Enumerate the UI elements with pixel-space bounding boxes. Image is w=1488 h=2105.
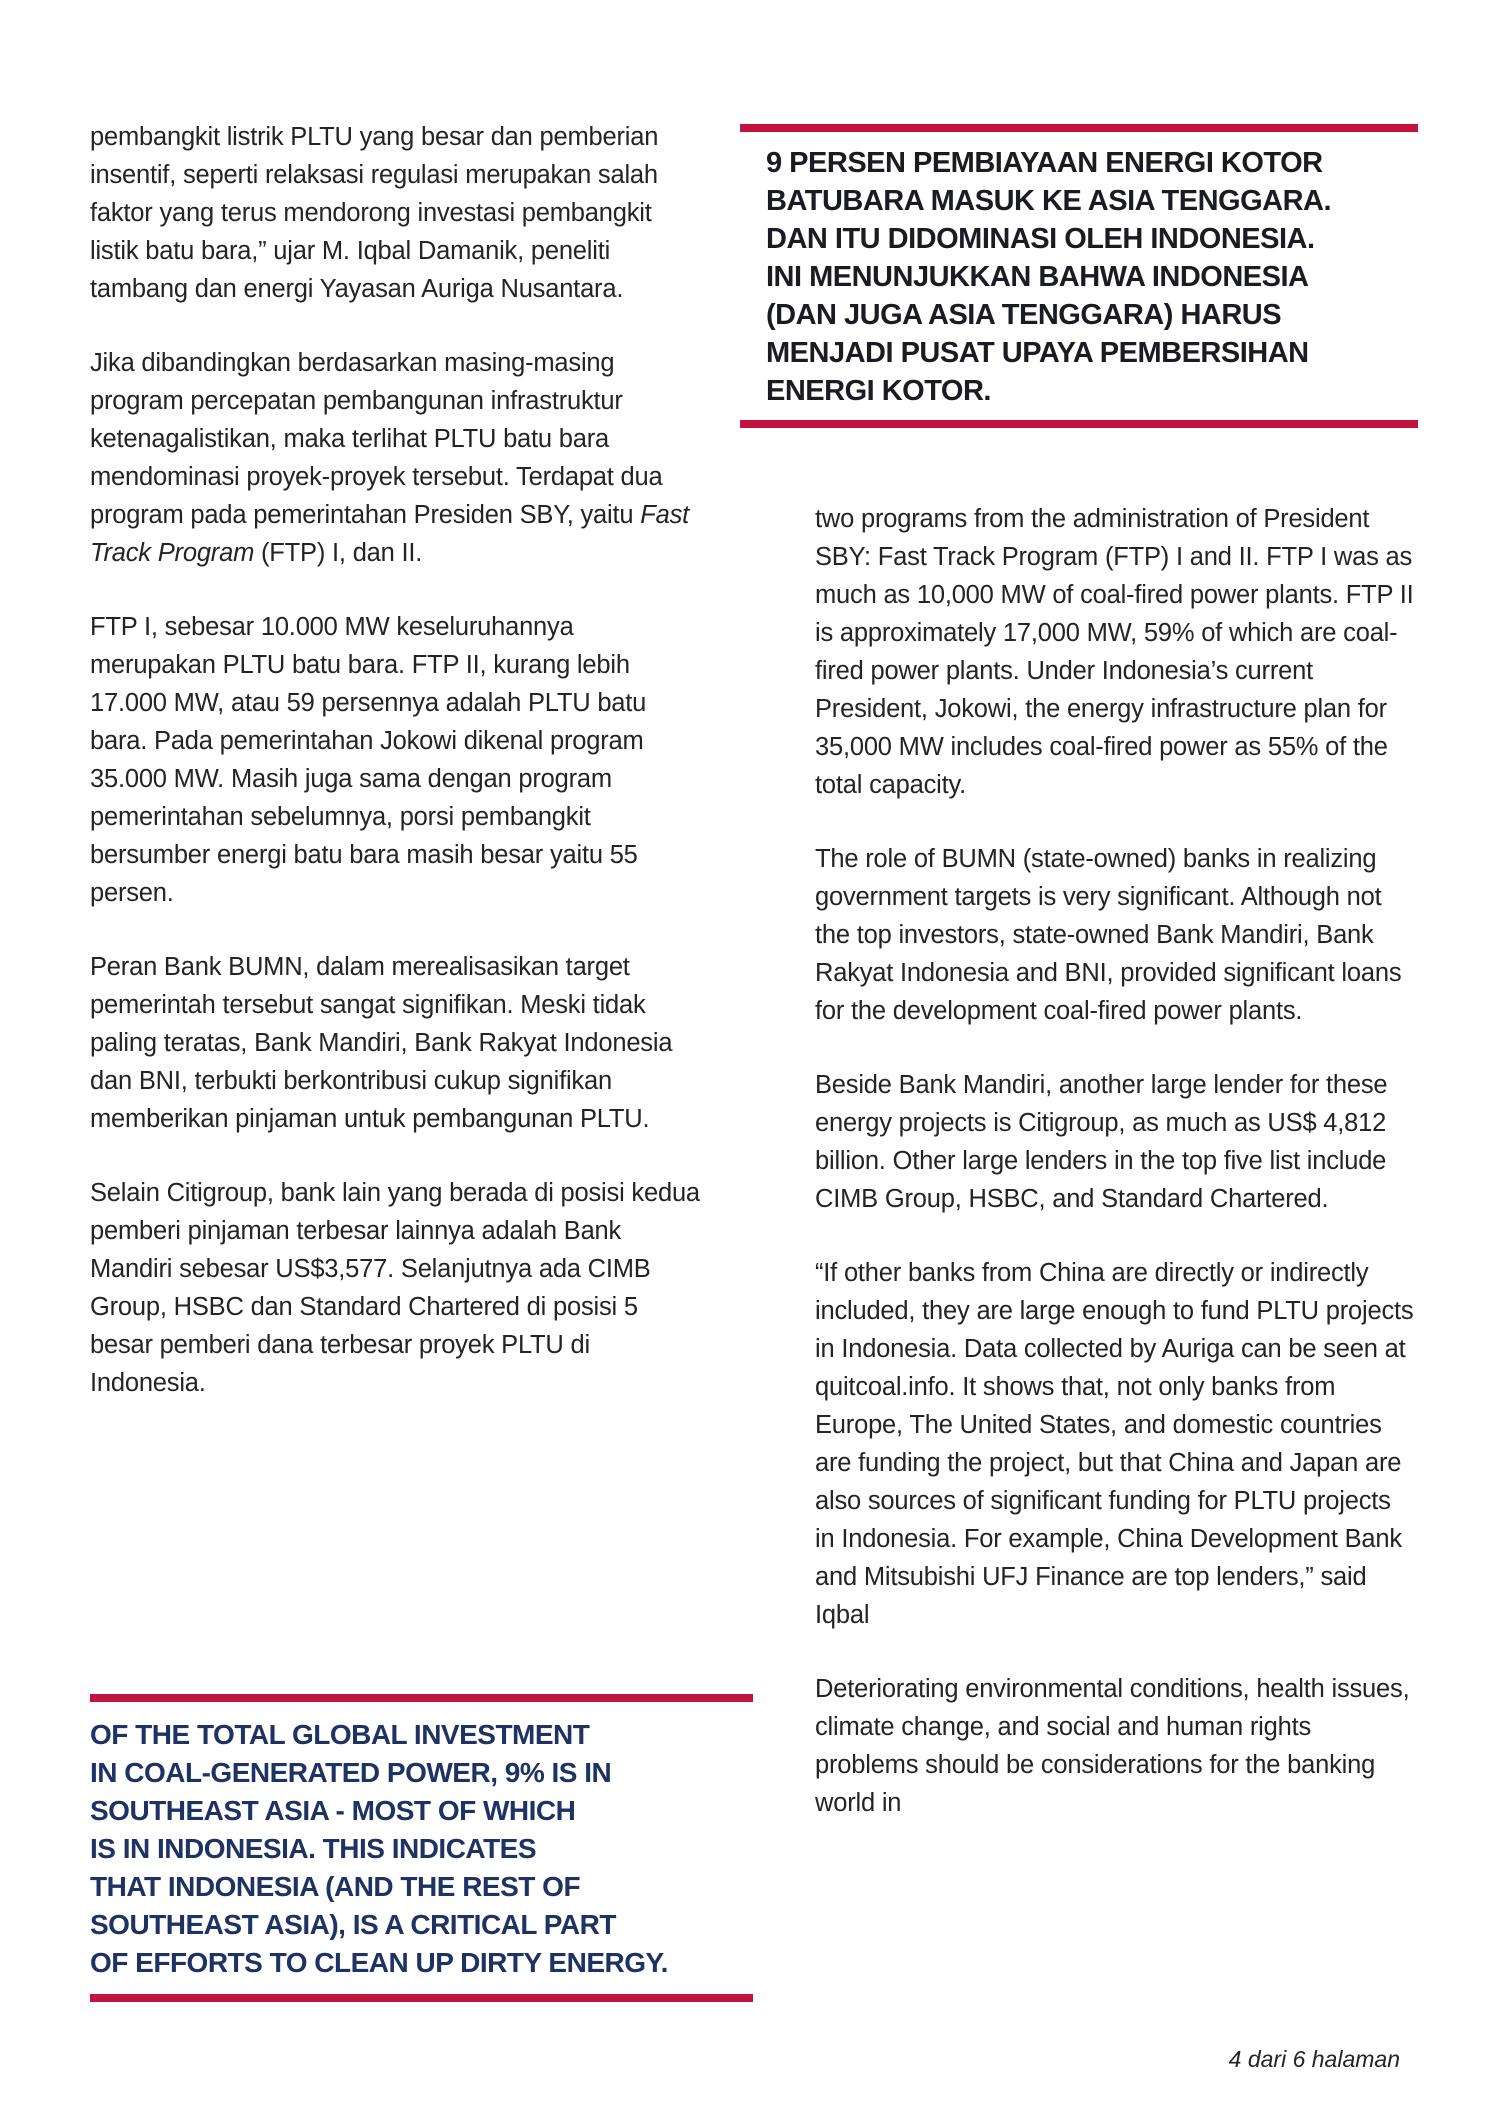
paragraph-en-3: Beside Bank Mandiri, another large lender for these energy projects is Citigroup, as much as US$ 4,812 billion. Other large lenders in the top five list include CIMB Group, HSBC, and Standard Chartered.: [815, 1071, 1388, 1213]
pull-quote-indonesian: 9 PERSEN PEMBIAYAAN ENERGI KOTOR BATUBARA MASUK KE ASIA TENGGARA. DAN ITU DIDOMINASI OLEH INDONESIA. INI MENUNJUKKAN BAHWA INDONESIA (DAN JUGA ASIA TENGGARA) HARUS MENJADI PUSAT UPAYA PEMBERSIHAN ENERGI KOTOR.: [740, 124, 1418, 428]
page-number-indicator: 4 dari 6 halaman: [1228, 2046, 1400, 2072]
paragraph-en-1: two programs from the administration of President SBY: Fast Track Program (FTP) I and II. FTP I was as much as 10,000 MW of coal-fired power plants. FTP II is approximately 17,000 MW, 59% of which are coal-fired power plants. Under Indonesia’s current President, Jokowi, the energy infrastructure plan for 35,000 MW includes coal-fired power as 55% of the total capacity.: [815, 505, 1414, 799]
paragraph-id-5: Selain Citigroup, bank lain yang berada di posisi kedua pemberi pinjaman terbesar lainnya adalah Bank Mandiri sebesar US$3,577. Selanjutnya ada CIMB Group, HSBC dan Standard Chartered di posisi 5 besar pemberi dana terbesar proyek PLTU di Indonesia.: [90, 1179, 700, 1397]
left-text-column: [90, 118, 705, 1402]
paragraph-id-2: [90, 344, 705, 572]
paragraph-id-1: pembangkit listrik PLTU yang besar dan pemberian insentif, seperti relaksasi regulasi merupakan salah faktor yang terus mendorong investasi pembangkit listik batu bara,” ujar M. Iqbal Damanik, peneliti tambang dan energi Yayasan Auriga Nusantara.: [90, 123, 659, 303]
pull-quote-english: OF THE TOTAL GLOBAL INVESTMENT IN COAL-GENERATED POWER, 9% IS IN SOUTHEAST ASIA - MOST OF WHICH IS IN INDONESIA. THIS INDICATES THAT INDONESIA (AND THE REST OF SOUTHEAST ASIA), IS A CRITICAL PART OF EFFORTS TO CLEAN UP DIRTY ENERGY.: [90, 1694, 753, 2002]
paragraph-en-2: The role of BUMN (state-owned) banks in realizing government targets is very significant. Although not the top investors, state-owned Bank Mandiri, Bank Rakyat Indonesia and BNI, provided significant loans for the development coal-fired power plants.: [815, 845, 1402, 1025]
paragraph-en-5: Deteriorating environmental conditions, health issues, climate change, and social and human rights problems should be considerations for the banking world in: [815, 1675, 1410, 1817]
paragraph-id-3: FTP I, sebesar 10.000 MW keseluruhannya merupakan PLTU batu bara. FTP II, kurang lebih 17.000 MW, atau 59 persennya adalah PLTU batu bara. Pada pemerintahan Jokowi dikenal program 35.000 MW. Masih juga sama dengan program pemerintahan sebelumnya, porsi pembangkit bersumber energi batu bara masih besar yaitu 55 persen.: [90, 613, 647, 907]
paragraph-id-2-text: Jika dibandingkan berdasarkan masing-masing program percepatan pembangunan infrastruktur ketenagalistikan, maka terlihat PLTU batu bara mendominasi proyek-proyek tersebut. Terdapat dua program pada pemerintahan Presiden SBY, yaitu: [90, 349, 663, 529]
paragraph-id-2-text-end: (FTP) I, dan II.: [254, 539, 423, 567]
right-text-column: [815, 500, 1415, 1822]
paragraph-id-4: Peran Bank BUMN, dalam merealisasikan target pemerintah tersebut sangat signifikan. Meski tidak paling teratas, Bank Mandiri, Bank Rakyat Indonesia dan BNI, terbukti berkontribusi cukup signifikan memberikan pinjaman untuk pembangunan PLTU.: [90, 953, 673, 1133]
paragraph-en-4: “If other banks from China are directly or indirectly included, they are large enough to fund PLTU projects in Indonesia. Data collected by Auriga can be seen at quitcoal.info. It shows that, not only banks from Europe, The United States, and domestic countries are funding the project, but that China and Japan are also sources of significant funding for PLTU projects in Indonesia. For example, China Development Bank and Mitsubishi UFJ Finance are top lenders,” said Iqbal: [815, 1259, 1414, 1629]
paragraph-id-2-italic-phrase: Fast Track Program: [90, 501, 690, 567]
